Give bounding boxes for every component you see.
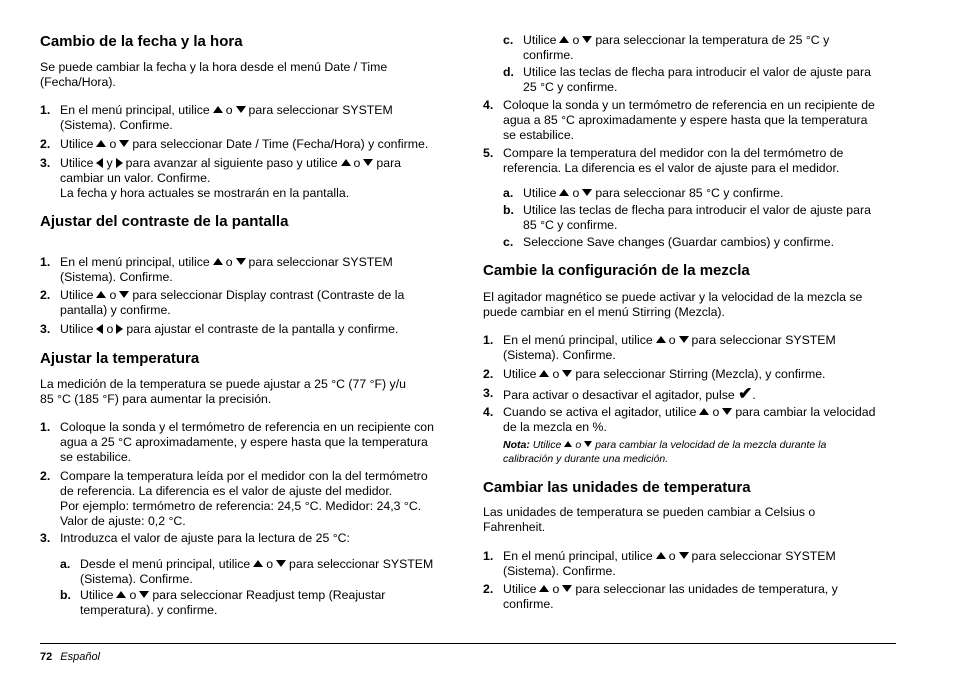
up-arrow-icon bbox=[699, 408, 709, 415]
up-arrow-icon bbox=[96, 291, 106, 298]
list-item: a. Utilice o para seleccionar 85 °C y confirme. bbox=[503, 186, 784, 200]
left-arrow-icon bbox=[96, 158, 103, 168]
down-arrow-icon bbox=[679, 552, 689, 559]
list-item: 1. En el menú principal, utilice o para seleccionar SYSTEM (Sistema). Confirme. bbox=[483, 333, 836, 362]
list-item: 4. Coloque la sonda y un termómetro de referencia en un recipiente de agua a 85 °C aproximadamente y espere hasta que la temperatura se estabilice. bbox=[483, 98, 875, 142]
up-arrow-icon bbox=[559, 36, 569, 43]
heading-stirring: Cambie la configuración de la mezcla bbox=[483, 262, 750, 279]
footer-divider bbox=[40, 643, 896, 644]
list-item: 2. Utilice o para seleccionar Date / Time (Fecha/Hora) y confirme. bbox=[40, 137, 429, 151]
up-arrow-icon bbox=[96, 140, 106, 147]
heading-units: Cambiar las unidades de temperatura bbox=[483, 479, 751, 496]
heading-temperature: Ajustar la temperatura bbox=[40, 350, 200, 367]
right-arrow-icon bbox=[116, 158, 123, 168]
list-item: c. Utilice o para seleccionar la temperatura de 25 °C y confirme. bbox=[503, 33, 830, 62]
down-arrow-icon bbox=[119, 291, 129, 298]
down-arrow-icon bbox=[582, 36, 592, 43]
down-arrow-icon bbox=[139, 591, 149, 598]
list-item: 4. Cuando se activa el agitador, utilice o para cambiar la velocidad de la mezcla en %. bbox=[483, 405, 876, 434]
list-item: 1. En el menú principal, utilice o para seleccionar SYSTEM (Sistema). Confirme. bbox=[40, 255, 393, 284]
down-arrow-icon bbox=[562, 370, 572, 377]
intro-units: Las unidades de temperatura se pueden cambiar a Celsius o Fahrenheit. bbox=[483, 505, 816, 534]
up-arrow-icon bbox=[656, 552, 666, 559]
list-item: 3. Para activar o desactivar el agitador, pulse ✔. bbox=[483, 384, 756, 403]
down-arrow-icon bbox=[236, 106, 246, 113]
intro-stirring: El agitador magnético se puede activar y la velocidad de la mezcla se puede cambiar en el menú Stirring (Mezcla). bbox=[483, 290, 863, 319]
list-item: 3. Utilice y para avanzar al siguiente paso y utilice o para cambiar un valor. Confirme. La fecha y hora actuales se mostrarán en la pantalla. bbox=[40, 156, 402, 200]
down-arrow-icon bbox=[119, 140, 129, 147]
up-arrow-icon bbox=[116, 591, 126, 598]
list-item: 2. Compare la temperatura leída por el medidor con la del termómetro de referencia. La diferencia es el valor de ajuste del medidor. Por ejemplo: termómetro de referencia: 24,5 °C. Medidor: 24,3 °C. Valor de ajuste: 0,2 °C. bbox=[40, 469, 428, 528]
intro-date-time: Se puede cambiar la fecha y la hora desde el menú Date / Time (Fecha/Hora). bbox=[40, 60, 388, 89]
up-arrow-icon bbox=[213, 106, 223, 113]
up-arrow-icon bbox=[656, 336, 666, 343]
up-arrow-icon bbox=[539, 585, 549, 592]
list-item: 2. Utilice o para seleccionar Display contrast (Contraste de la pantalla) y confirme. bbox=[40, 288, 405, 317]
down-arrow-icon bbox=[582, 189, 592, 196]
up-arrow-icon bbox=[213, 258, 223, 265]
list-item: 2. Utilice o para seleccionar las unidades de temperatura, y confirme. bbox=[483, 582, 838, 611]
up-arrow-icon bbox=[341, 159, 351, 166]
list-item: 1. Coloque la sonda y el termómetro de referencia en un recipiente con agua a 25 °C aproximadamente, y espere hasta que la temperatura se estabilice. bbox=[40, 420, 434, 464]
down-arrow-icon bbox=[722, 408, 732, 415]
up-arrow-icon bbox=[559, 189, 569, 196]
intro-temperature: La medición de la temperatura se puede ajustar a 25 °C (77 °F) y/u 85 °C (185 °F) para aumentar la precisión. bbox=[40, 377, 406, 406]
list-item: a. Desde el menú principal, utilice o para seleccionar SYSTEM (Sistema). Confirme. bbox=[60, 557, 434, 586]
list-item: b. Utilice o para seleccionar Readjust temp (Reajustar temperatura). y confirme. bbox=[60, 588, 386, 617]
footer-language: Español bbox=[60, 651, 101, 663]
list-item: 1. En el menú principal, utilice o para seleccionar SYSTEM (Sistema). Confirme. bbox=[40, 103, 393, 132]
list-item: c. Seleccione Save changes (Guardar cambios) y confirme. bbox=[503, 235, 834, 249]
down-arrow-icon bbox=[562, 585, 572, 592]
down-arrow-icon bbox=[236, 258, 246, 265]
list-item: 3. Introduzca el valor de ajuste para la lectura de 25 °C: bbox=[40, 531, 350, 545]
down-arrow-icon bbox=[679, 336, 689, 343]
heading-contrast: Ajustar del contraste de la pantalla bbox=[40, 213, 289, 230]
list-item: d. Utilice las teclas de flecha para introducir el valor de ajuste para 25 °C y confirme. bbox=[503, 65, 871, 94]
up-arrow-icon bbox=[539, 370, 549, 377]
up-arrow-icon bbox=[564, 441, 572, 447]
list-item: 3. Utilice o para ajustar el contraste de la pantalla y confirme. bbox=[40, 322, 399, 336]
heading-date-time: Cambio de la fecha y la hora bbox=[40, 33, 243, 50]
note: Nota: Utilice o para cambiar la velocidad de la mezcla durante la calibración y durante una medición. bbox=[503, 439, 827, 465]
list-item: 2. Utilice o para seleccionar Stirring (Mezcla), y confirme. bbox=[483, 367, 826, 381]
down-arrow-icon bbox=[363, 159, 373, 166]
left-arrow-icon bbox=[96, 324, 103, 334]
up-arrow-icon bbox=[253, 560, 263, 567]
list-item: b. Utilice las teclas de flecha para introducir el valor de ajuste para 85 °C y confirme. bbox=[503, 203, 871, 232]
down-arrow-icon bbox=[584, 441, 592, 447]
list-item: 5. Compare la temperatura del medidor con la del termómetro de referencia. La diferencia es el valor de ajuste para el medidor. bbox=[483, 146, 844, 175]
down-arrow-icon bbox=[276, 560, 286, 567]
checkmark-icon: ✔ bbox=[738, 384, 753, 403]
page-footer bbox=[40, 650, 100, 665]
page-number: 72 bbox=[40, 651, 53, 663]
list-item: 1. En el menú principal, utilice o para seleccionar SYSTEM (Sistema). Confirme. bbox=[483, 549, 836, 578]
right-arrow-icon bbox=[116, 324, 123, 334]
